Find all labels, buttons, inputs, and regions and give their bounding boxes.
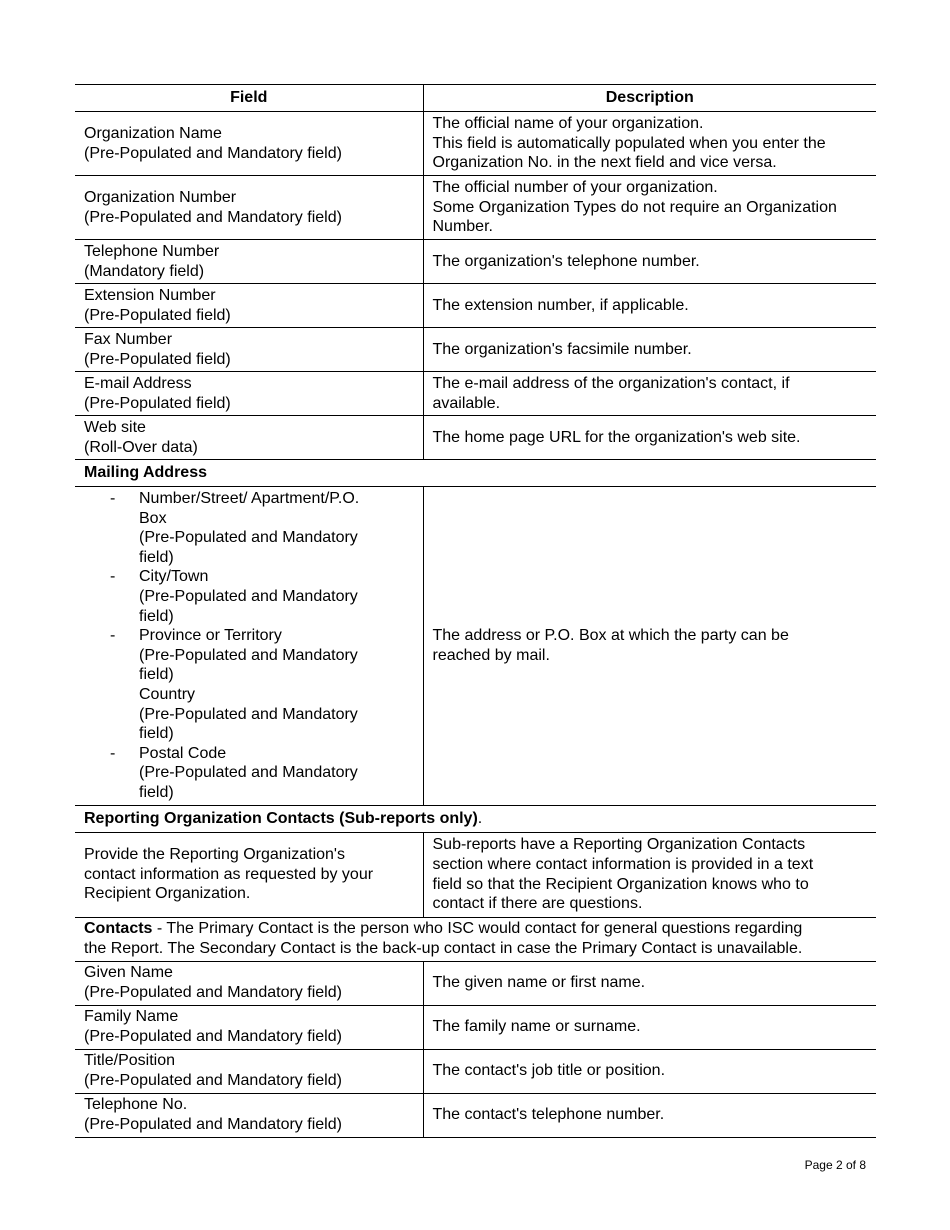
address-line: (Pre-Populated and Mandatory — [139, 646, 358, 664]
field-note: (Roll-Over data) — [84, 438, 198, 456]
table-row — [75, 1049, 876, 1093]
address-line: field) — [139, 548, 174, 566]
field-note: (Pre-Populated and Mandatory field) — [84, 1116, 342, 1133]
field-note: (Pre-Populated and Mandatory field) — [84, 144, 342, 162]
address-line: field) — [139, 725, 174, 743]
list-item — [84, 626, 414, 685]
field-note: (Pre-Populated field) — [84, 350, 231, 368]
list-item — [84, 567, 414, 626]
field-desc: Organization No. in the next field and vice versa. — [432, 154, 777, 172]
table-row-mailing — [75, 487, 876, 806]
reporting-left: Provide the Reporting Organization's — [84, 846, 345, 864]
reporting-heading-suffix: . — [477, 809, 483, 827]
table-row — [75, 1005, 876, 1049]
field-note: (Pre-Populated and Mandatory field) — [84, 984, 342, 1001]
reporting-left: Recipient Organization. — [84, 885, 251, 903]
address-line: (Pre-Populated and Mandatory — [139, 529, 358, 547]
list-item — [84, 744, 414, 803]
address-line: field) — [139, 783, 174, 801]
field-desc: The contact's job title or position. — [423, 1049, 876, 1093]
header-description: Description — [423, 85, 876, 112]
table-row — [75, 176, 876, 240]
field-name: Organization Number — [84, 188, 237, 206]
field-desc: The extension number, if applicable. — [432, 296, 689, 314]
field-desc: The organization's telephone number. — [432, 252, 700, 270]
table-row — [75, 284, 876, 328]
table-row — [75, 416, 876, 460]
reporting-desc: field so that the Recipient Organization knows who to — [432, 875, 809, 893]
contacts-text: the Report. The Secondary Contact is the back-up contact in case the Primary Contact is unavailable. — [84, 940, 803, 957]
reporting-heading: Reporting Organization Contacts (Sub-reports only) — [84, 809, 478, 827]
field-name: Telephone Number — [84, 242, 220, 260]
contacts-text: - The Primary Contact is the person who ISC would contact for general questions regarding — [152, 920, 803, 938]
address-line: field) — [139, 607, 174, 625]
table-row — [75, 961, 876, 1005]
reporting-left: contact information as requested by your — [84, 865, 374, 883]
table-row-reporting — [75, 832, 876, 917]
field-desc: The contact's telephone number. — [423, 1093, 876, 1137]
table-row — [75, 1093, 876, 1137]
mailing-desc: reached by mail. — [432, 646, 550, 664]
field-name: Given Name — [84, 964, 173, 982]
field-note: (Pre-Populated and Mandatory field) — [84, 1072, 342, 1089]
table-row — [75, 112, 876, 176]
field-name: Web site — [84, 418, 146, 436]
reporting-desc: section where contact information is provided in a text — [432, 855, 814, 873]
section-row-reporting — [75, 805, 876, 832]
dash: - — [110, 744, 116, 762]
mailing-desc: The address or P.O. Box at which the party can be — [432, 627, 789, 645]
address-line: Country — [139, 685, 196, 703]
list-item — [84, 685, 414, 744]
field-name: Fax Number — [84, 330, 173, 348]
page-number: Page 2 of 8 — [804, 1158, 866, 1172]
dash: - — [110, 627, 116, 645]
field-desc: Some Organization Types do not require an Organization — [432, 198, 837, 216]
table-row — [75, 328, 876, 372]
address-line: (Pre-Populated and Mandatory — [139, 587, 358, 605]
field-note: (Pre-Populated field) — [84, 394, 231, 412]
field-desc: The organization's facsimile number. — [432, 340, 692, 358]
table-row — [75, 240, 876, 284]
field-name: Extension Number — [84, 286, 216, 304]
dash — [84, 685, 139, 744]
section-row-contacts — [75, 917, 876, 961]
field-name: Family Name — [84, 1008, 179, 1026]
field-desc: The home page URL for the organization's web site. — [432, 428, 801, 446]
field-name: Organization Name — [84, 124, 222, 142]
address-components-list — [84, 489, 414, 803]
field-desc: This field is automatically populated when you enter the — [432, 134, 826, 152]
field-note: (Pre-Populated and Mandatory field) — [84, 1028, 342, 1045]
reporting-desc: contact if there are questions. — [432, 895, 643, 913]
field-desc: The e-mail address of the organization's contact, if — [432, 374, 790, 392]
address-line: City/Town — [139, 568, 209, 586]
field-description-table — [75, 84, 876, 1138]
field-desc: The family name or surname. — [423, 1005, 876, 1049]
dash: - — [110, 490, 116, 507]
field-note: (Pre-Populated field) — [84, 306, 231, 324]
field-desc: Number. — [432, 218, 493, 236]
address-line: (Pre-Populated and Mandatory — [139, 764, 358, 782]
contacts-heading: Contacts — [84, 920, 153, 938]
address-line: Postal Code — [139, 744, 227, 762]
field-note: (Mandatory field) — [84, 262, 205, 280]
field-desc: available. — [432, 394, 501, 412]
field-name: Title/Position — [84, 1052, 175, 1070]
field-name: Telephone No. — [84, 1096, 188, 1114]
header-field: Field — [75, 85, 423, 112]
field-desc: The official name of your organization. — [432, 115, 704, 133]
address-line: (Pre-Populated and Mandatory — [139, 705, 358, 723]
field-desc: The given name or first name. — [423, 961, 876, 1005]
field-note: (Pre-Populated and Mandatory field) — [84, 208, 342, 226]
address-line: Province or Territory — [139, 627, 282, 645]
list-item — [84, 489, 414, 567]
reporting-desc: Sub-reports have a Reporting Organization Contacts — [432, 836, 806, 854]
address-line: field) — [139, 666, 174, 684]
dash: - — [110, 568, 116, 586]
table-row — [75, 372, 876, 416]
mailing-heading: Mailing Address — [75, 460, 876, 487]
field-desc: The official number of your organization. — [432, 179, 718, 197]
field-name: E-mail Address — [84, 374, 192, 392]
section-row-mailing — [75, 460, 876, 487]
address-line: Number/Street/ Apartment/P.O. Box — [139, 490, 360, 527]
